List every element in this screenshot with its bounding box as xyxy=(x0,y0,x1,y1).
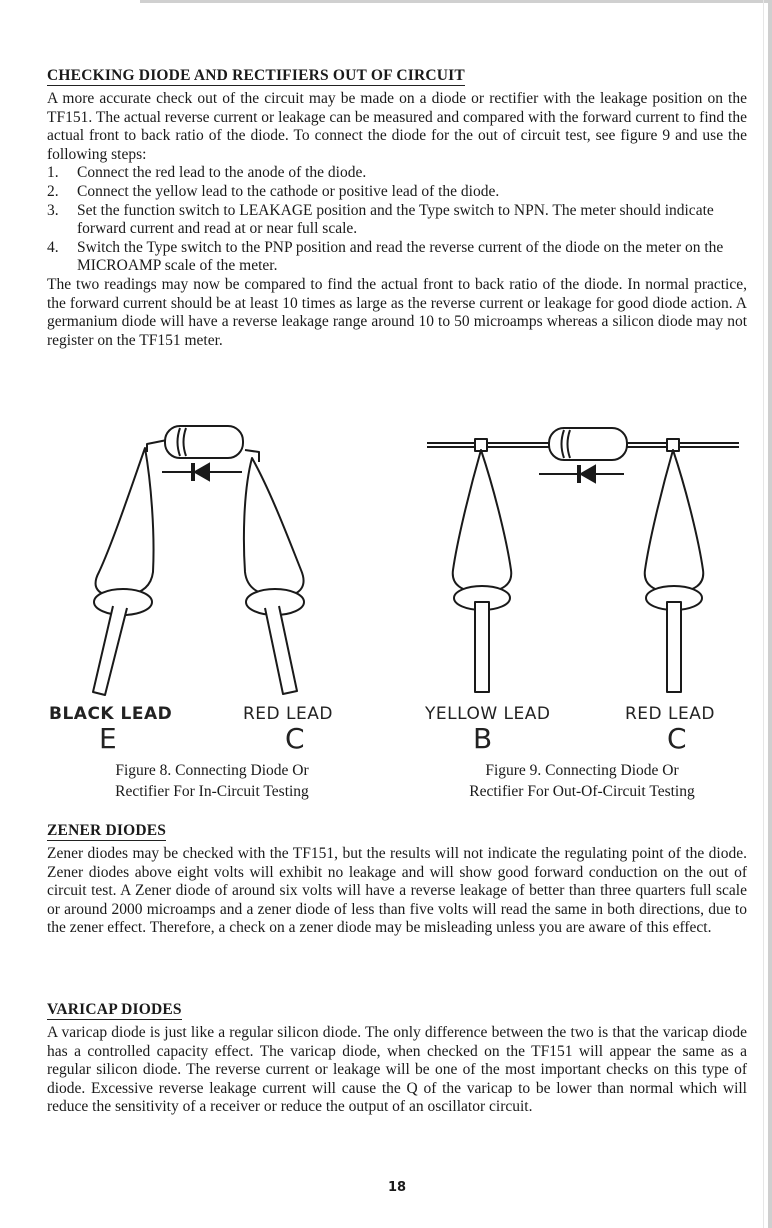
diode-symbol-icon xyxy=(539,465,624,483)
page-edge-top xyxy=(140,0,772,3)
caption-line: Rectifier For In-Circuit Testing xyxy=(115,783,309,800)
figure-8-caption xyxy=(47,760,377,802)
section-heading: CHECKING DIODE AND RECTIFIERS OUT OF CIRCUIT xyxy=(47,67,465,84)
closing-paragraph: The two readings may now be compared to find the actual front to back ratio of the diode. In normal practice, the forward current should be at least 10 times as large as the reverse current or leakage for good diode action. A germanium diode will have a reverse leakage range around 10 to 50 microamps whereas a silicon diode may not register on the TF151 meter. xyxy=(47,275,747,349)
section-heading: VARICAP DIODES xyxy=(47,1001,182,1018)
section-checking-diodes xyxy=(47,66,747,350)
step-text: Connect the yellow lead to the cathode or positive lead of the diode. xyxy=(77,182,500,200)
collector-letter: C xyxy=(667,722,687,755)
caption-line: Rectifier For Out-Of-Circuit Testing xyxy=(469,783,695,800)
step-item xyxy=(47,164,747,183)
figure-9 xyxy=(409,422,747,802)
page-edge-right xyxy=(768,0,772,1228)
page-edge-right-line xyxy=(763,0,764,1228)
black-lead-label: BLACK LEAD xyxy=(49,704,173,724)
diode-symbol-icon xyxy=(162,463,242,481)
section-heading: ZENER DIODES xyxy=(47,822,167,839)
red-lead-label: RED LEAD xyxy=(625,704,715,724)
zener-paragraph: Zener diodes may be checked with the TF151, but the results will not indicate the regulating point of the diode. Zener diodes above eight volts will exhibit no leakage and will show good forward conduction on the out of circuit test. A Zener diode of around six volts will have a reverse leakage of better than three quarters full scale or around 2000 microamps and a zener diode of less than five volts will read the same in both directions, due to the zener effect. Therefore, a check on a zener diode may be misleading unless you are aware of this effect. xyxy=(47,845,747,937)
caption-line: Figure 8. Connecting Diode Or xyxy=(115,762,309,779)
figure-9-caption xyxy=(417,760,747,802)
figure-8 xyxy=(47,422,387,802)
collector-letter: C xyxy=(285,722,305,755)
step-number: 4. xyxy=(47,238,59,256)
step-number: 3. xyxy=(47,201,59,219)
figures-row xyxy=(47,422,747,802)
steps-list xyxy=(47,164,747,276)
red-lead-label: RED LEAD xyxy=(243,704,333,724)
yellow-lead-label: YELLOW LEAD xyxy=(425,704,551,724)
step-item xyxy=(47,239,747,276)
intro-paragraph: A more accurate check out of the circuit may be made on a diode or rectifier with the leakage position on the TF151. The actual reverse current or leakage can be measured and compared with the forward current to find the actual front to back ratio of the diode. To connect the diode for the out of circuit test, see figure 9 and use the following steps: xyxy=(47,90,747,163)
step-number: 1. xyxy=(47,164,59,182)
caption-line: Figure 9. Connecting Diode Or xyxy=(485,762,679,779)
section-varicap-diodes xyxy=(47,1000,747,1117)
page-number: 18 xyxy=(387,1180,407,1195)
step-number: 2. xyxy=(47,182,59,200)
emitter-letter: E xyxy=(99,722,117,755)
step-text: Switch the Type switch to the PNP position and read the reverse current of the diode on the meter on the MICROAMP scale of the meter. xyxy=(77,238,724,275)
section-zener-diodes xyxy=(47,821,747,938)
document-page xyxy=(47,66,747,1195)
step-item xyxy=(47,183,747,202)
step-item xyxy=(47,202,747,239)
step-text: Set the function switch to LEAKAGE position and the Type switch to NPN. The meter should indicate forward current and read at or near full scale. xyxy=(77,201,714,238)
figure-9-illustration xyxy=(409,422,747,702)
varicap-paragraph: A varicap diode is just like a regular silicon diode. The only difference between the two is that the varicap diode has a controlled capacity effect. The varicap diode, when checked on the TF151 will appear the same as a regular silicon diode. The reverse current or leakage will be one of the most important checks on this type of diode. Excessive reverse leakage current will cause the Q of the varicap to be lower than normal which will reduce the sensitivity of a receiver or reduce the output of an oscillator circuit. xyxy=(47,1024,747,1116)
base-letter: B xyxy=(473,722,493,755)
figure-8-illustration xyxy=(47,422,387,702)
step-text: Connect the red lead to the anode of the diode. xyxy=(77,164,367,182)
